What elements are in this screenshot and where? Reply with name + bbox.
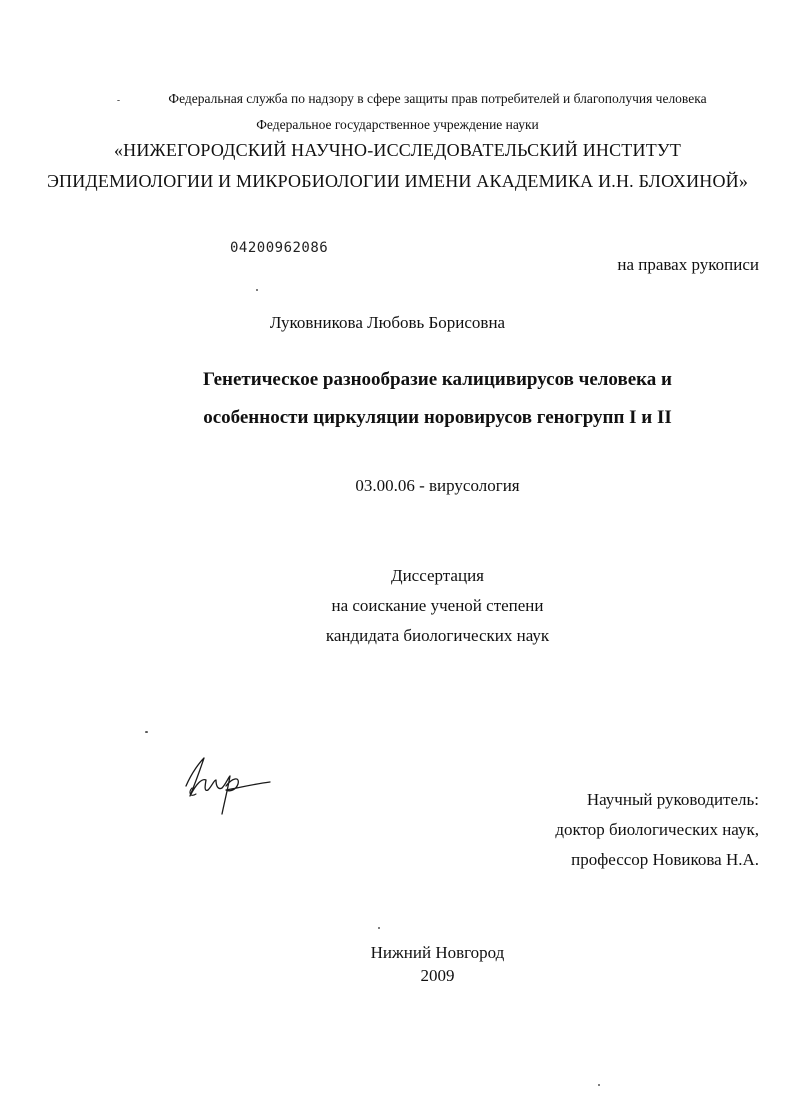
scan-speck	[256, 289, 258, 291]
year: 2009	[420, 966, 455, 985]
supervisor-label: Научный руководитель:	[586, 790, 759, 809]
institution-name-line1: «НИЖЕГОРОДСКИЙ НАУЧНО-ИССЛЕДОВАТЕЛЬСКИЙ ИНСТИТУТ	[113, 140, 682, 160]
agency-name: Федеральная служба по надзору в сфере защиты прав потребителей и благополучия человека	[168, 91, 707, 106]
rights-note: на правах рукописи	[617, 255, 759, 274]
supervisor-block	[555, 785, 759, 875]
supervisor-name: профессор Новикова Н.А.	[571, 850, 759, 869]
specialty-code: 03.00.06 - вирусология	[355, 476, 520, 495]
scan-speck	[378, 927, 380, 929]
institution-type: Федеральное государственное учреждение науки	[256, 117, 539, 132]
dissertation-field-line: кандидата биологических наук	[325, 626, 550, 645]
city: Нижний Новгород	[370, 943, 505, 962]
scan-speck	[598, 1084, 600, 1086]
scan-speck	[145, 731, 148, 733]
thesis-title-line1: Генетическое разнообразие калицивирусов человека и	[202, 369, 673, 390]
dissertation-degree-line: на соискание ученой степени	[331, 596, 544, 615]
dissertation-label: Диссертация	[390, 566, 484, 585]
thesis-title-line2: особенности циркуляции норовирусов геногрупп I и II	[203, 407, 672, 428]
supervisor-degree: доктор биологических наук,	[555, 820, 759, 839]
signature-icon	[178, 748, 278, 818]
author-name: Луковникова Любовь Борисовна	[269, 313, 506, 332]
institution-name-line2: ЭПИДЕМИОЛОГИИ И МИКРОБИОЛОГИИ ИМЕНИ АКАДЕМИКА И.Н. БЛОХИНОЙ»	[46, 171, 749, 191]
registration-stamp-number: 04200962086	[230, 240, 329, 256]
